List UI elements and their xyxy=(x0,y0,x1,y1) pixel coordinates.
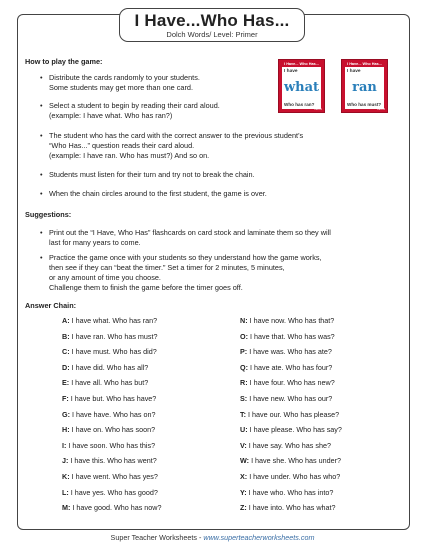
answer-row xyxy=(240,410,339,420)
answer-row xyxy=(240,441,331,451)
answer-letter: J: xyxy=(62,456,69,466)
bullet-item xyxy=(40,73,200,93)
bullet-item xyxy=(40,131,304,161)
footer-url: www.superteacherworksheets.com xyxy=(203,533,315,542)
answer-letter: K: xyxy=(62,472,70,481)
answer-row xyxy=(240,394,332,404)
example-card-a xyxy=(278,59,325,113)
suggestions-heading: Suggestions: xyxy=(25,210,72,219)
answer-letter: G: xyxy=(62,409,70,419)
answer-letter: N: xyxy=(240,316,248,325)
bullet-dot: • xyxy=(40,253,43,262)
answer-row xyxy=(240,425,342,435)
answer-row xyxy=(240,503,336,513)
card-footer: Card A xyxy=(314,108,322,111)
footer-brand: Super Teacher Worksheets xyxy=(110,533,197,542)
bullet-line: Students must listen for their turn and try not to break the chain. xyxy=(49,170,255,179)
answer-row xyxy=(240,363,332,373)
answer-text: I have ate. Who has four? xyxy=(249,362,333,372)
answer-text: I have but. Who has have? xyxy=(70,394,157,403)
bullet-item xyxy=(40,101,220,121)
card-i-have: I have xyxy=(284,69,298,74)
answer-chain-heading: Answer Chain: xyxy=(25,301,77,310)
answer-letter: T: xyxy=(240,409,246,419)
answer-text: I have four. Who has new? xyxy=(249,378,335,388)
card-i-have: I have xyxy=(347,69,361,74)
answer-text: I have good. Who has now? xyxy=(72,503,162,513)
answer-letter: F: xyxy=(62,394,69,403)
bullet-dot: • xyxy=(40,170,43,179)
answer-letter: C: xyxy=(62,347,70,357)
answer-row xyxy=(240,378,335,388)
page-title: I Have...Who Has... xyxy=(134,11,290,30)
footer-separator: - xyxy=(196,533,204,542)
answer-text: I have say. Who has she? xyxy=(248,440,331,450)
bullet-line: Challenge them to finish the game before the timer goes off. xyxy=(49,283,243,292)
answer-row xyxy=(62,441,155,451)
answer-text: I have all. Who has but? xyxy=(71,378,149,388)
answer-text: I have have. Who has on? xyxy=(71,409,156,419)
answer-text: I have what. Who has ran? xyxy=(71,316,158,325)
example-card-b xyxy=(341,59,388,113)
answer-letter: O: xyxy=(240,331,248,341)
answer-text: I have our. Who has please? xyxy=(248,409,340,419)
card-who-has: Who has must? xyxy=(347,102,382,107)
answer-letter: V: xyxy=(240,440,247,450)
bullet-item xyxy=(40,189,267,199)
answer-row xyxy=(240,472,340,482)
page-subtitle: Dolch Words/ Level: Primer xyxy=(166,30,258,39)
answer-text: I have soon. Who has this? xyxy=(68,440,156,450)
bullet-line: When the chain circles around to the first student, the game is over. xyxy=(49,189,267,198)
bullet-dot: • xyxy=(40,131,43,140)
answer-row xyxy=(240,332,335,342)
answer-letter: D: xyxy=(62,362,70,372)
card-face xyxy=(345,67,384,109)
answer-letter: M: xyxy=(62,503,71,513)
answer-text: I have was. Who has ate? xyxy=(249,347,332,357)
bullet-line: (example: I have ran. Who has must?) And so on. xyxy=(49,151,210,160)
answer-text: I have now. Who has that? xyxy=(249,316,335,325)
bullet-line: “Who Has...” question reads their card aloud. xyxy=(49,141,195,150)
answer-letter: U: xyxy=(240,425,248,435)
answer-letter: W: xyxy=(240,456,250,466)
answer-row xyxy=(240,488,333,498)
answer-letter: R: xyxy=(240,378,248,388)
answer-row xyxy=(62,410,156,420)
answer-row xyxy=(62,316,157,326)
answer-text: I have did. Who has all? xyxy=(71,362,149,372)
answer-letter: L: xyxy=(62,487,69,497)
answer-row xyxy=(62,378,148,388)
page-footer xyxy=(0,533,425,542)
bullet-dot: • xyxy=(40,228,43,237)
answer-text: I have she. Who has under? xyxy=(251,456,341,466)
answer-text: I have yes. Who has good? xyxy=(70,487,158,497)
bullet-line: (example: I have what. Who has ran?) xyxy=(49,111,173,120)
answer-row xyxy=(62,488,158,498)
answer-text: I have went. Who has yes? xyxy=(71,472,158,481)
answer-letter: X: xyxy=(240,472,248,481)
bullet-line: last for many years to come. xyxy=(49,238,141,247)
answer-row xyxy=(240,347,332,357)
card-who-has: Who has ran? xyxy=(284,102,315,107)
answer-row xyxy=(62,425,155,435)
answer-row xyxy=(240,316,334,326)
card-footer: Card B xyxy=(376,108,385,111)
answer-text: I have who. Who has into? xyxy=(248,487,334,497)
bullet-dot: • xyxy=(40,73,43,82)
bullet-line: Some students may get more than one card. xyxy=(49,83,193,92)
bullet-dot: • xyxy=(40,101,43,110)
answer-letter: A: xyxy=(62,316,70,325)
answer-row xyxy=(62,332,158,342)
card-word: what xyxy=(283,80,320,95)
answer-text: I have that. Who has was? xyxy=(249,331,335,341)
answer-text: I have into. Who has what? xyxy=(248,503,336,513)
card-word: ran xyxy=(352,80,377,95)
title-box xyxy=(119,8,305,42)
answer-text: I have must. Who has did? xyxy=(71,347,157,357)
answer-letter: H: xyxy=(62,425,70,435)
answer-letter: Q: xyxy=(240,362,248,372)
answer-letter: S: xyxy=(240,394,248,403)
answer-text: I have please. Who has say? xyxy=(249,425,342,435)
answer-letter: Z: xyxy=(240,503,247,513)
answer-text: I have new. Who has our? xyxy=(249,394,333,403)
bullet-line: then see if they can “beat the timer.” Set a timer for 2 minutes, 5 minutes, xyxy=(49,263,285,272)
bullet-line: Practice the game once with your students so they understand how the game works, xyxy=(49,253,322,262)
answer-letter: P: xyxy=(240,347,248,357)
answer-text: I have ran. Who has must? xyxy=(71,331,158,341)
bullet-item xyxy=(40,170,255,180)
bullet-line: Distribute the cards randomly to your students. xyxy=(49,73,200,82)
bullet-line: The student who has the card with the correct answer to the previous student’s xyxy=(49,131,304,140)
answer-row xyxy=(62,472,158,482)
bullet-item xyxy=(40,228,331,248)
card-face xyxy=(282,67,321,109)
answer-row xyxy=(240,456,341,466)
answer-letter: B: xyxy=(62,331,70,341)
answer-text: I have under. Who has who? xyxy=(249,472,341,481)
bullet-dot: • xyxy=(40,189,43,198)
bullet-line: Print out the “I Have, Who Has” flashcards on card stock and laminate them so they will xyxy=(49,228,331,237)
bullet-line: Select a student to begin by reading their card aloud. xyxy=(49,101,220,110)
answer-row xyxy=(62,394,156,404)
card-header: I Have... Who Has... xyxy=(284,62,319,66)
answer-letter: I: xyxy=(62,440,67,450)
answer-row xyxy=(62,347,157,357)
bullet-line: or any amount of time you choose. xyxy=(49,273,161,282)
answer-letter: E: xyxy=(62,378,70,388)
bullet-item xyxy=(40,253,322,293)
answer-row xyxy=(62,456,157,466)
answer-row xyxy=(62,503,162,513)
answer-letter: Y: xyxy=(240,487,247,497)
how-to-heading: How to play the game: xyxy=(25,57,103,66)
answer-row xyxy=(62,363,148,373)
card-header: I Have... Who Has... xyxy=(347,62,382,66)
answer-text: I have this. Who has went? xyxy=(70,456,157,466)
answer-text: I have on. Who has soon? xyxy=(71,425,156,435)
